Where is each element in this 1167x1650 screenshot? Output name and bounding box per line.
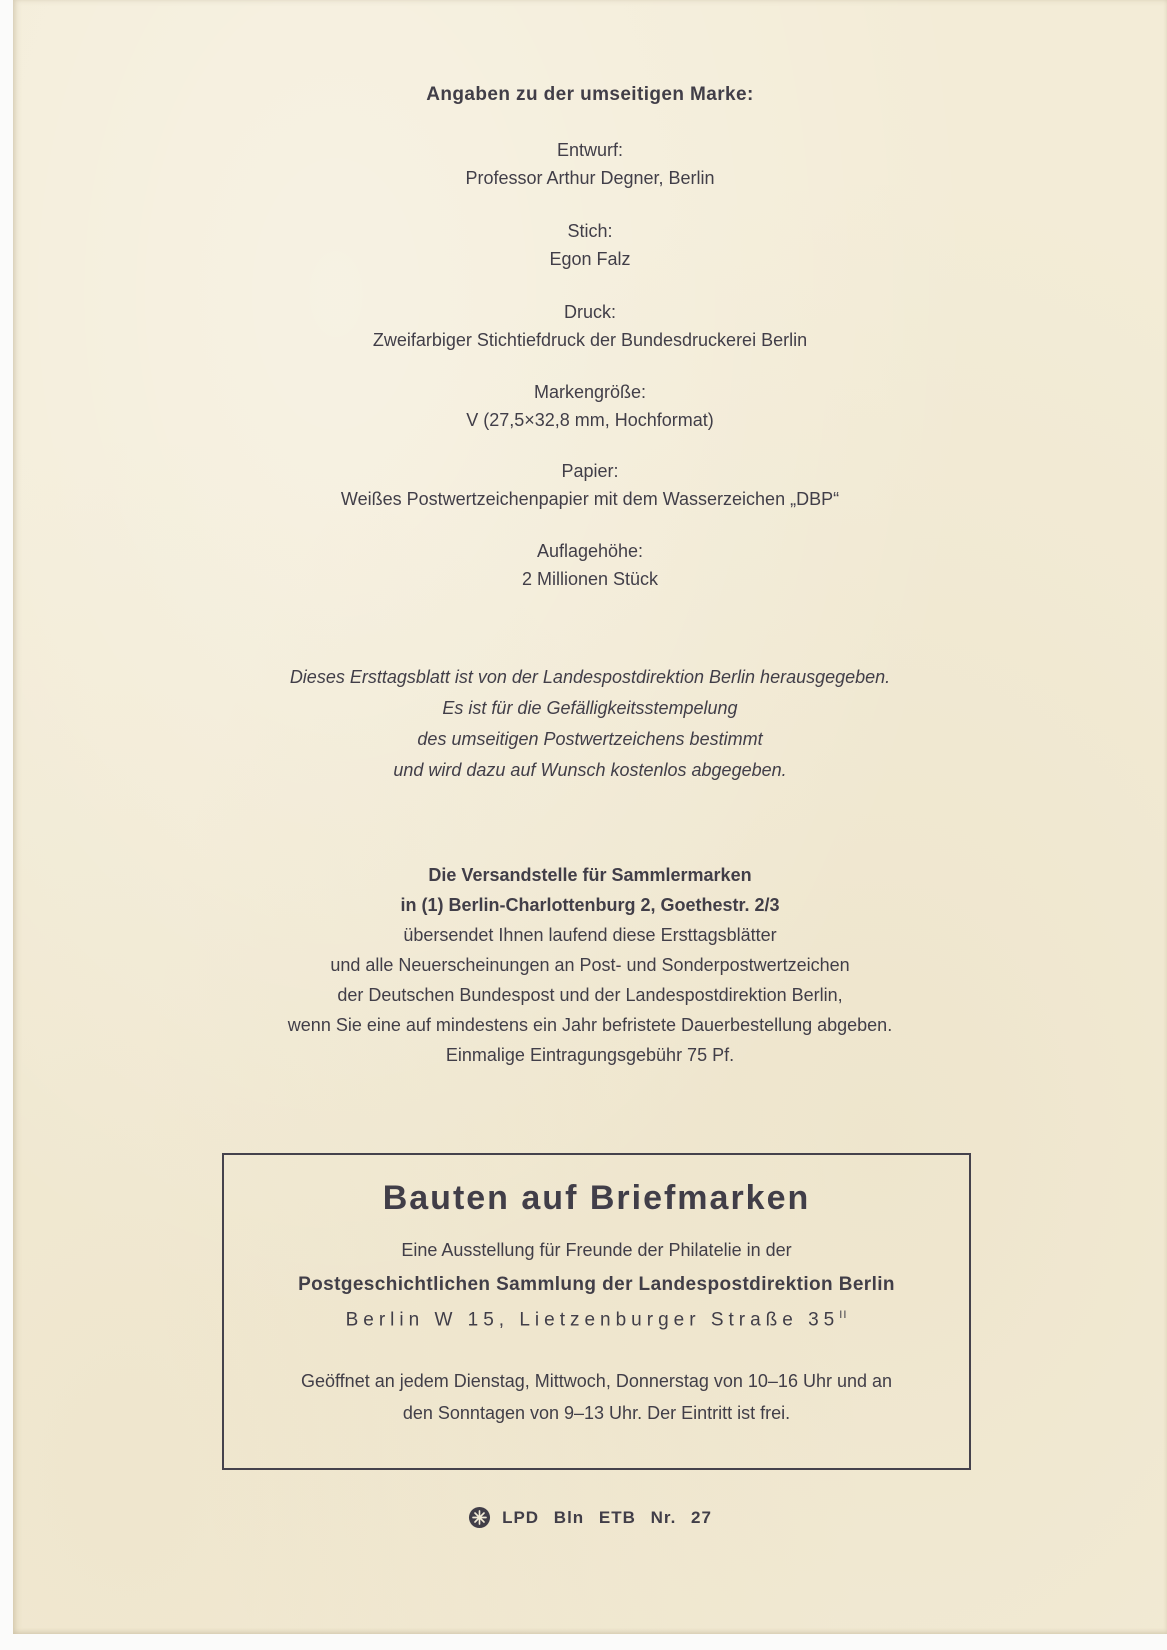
versandstelle-line: der Deutschen Bundespost und der Landespostdirektion Berlin, bbox=[337, 985, 843, 1005]
spec-label: Stich: bbox=[567, 221, 613, 241]
versandstelle-bold-line: in (1) Berlin-Charlottenburg 2, Goethestr. 2/3 bbox=[400, 895, 780, 915]
versandstelle-line: übersendet Ihnen laufend diese Ersttagsblätter bbox=[403, 925, 777, 945]
exhibition-address-text: Berlin W 15, Lietzenburger Straße 35 bbox=[345, 1309, 840, 1331]
exhibition-announcement-box bbox=[222, 1153, 971, 1470]
spec-label: Papier: bbox=[561, 461, 619, 481]
footer-imprint-row bbox=[13, 1506, 1167, 1529]
spec-value: 2 Millionen Stück bbox=[521, 569, 659, 589]
spec-label: Markengröße: bbox=[533, 382, 647, 402]
exhibition-title: Bauten auf Briefmarken bbox=[382, 1179, 811, 1217]
notice-line: Dieses Ersttagsblatt ist von der Landespostdirektion Berlin herausgegeben. bbox=[289, 667, 891, 687]
versandstelle-line: Einmalige Eintragungsgebühr 75 Pf. bbox=[445, 1045, 735, 1065]
postal-emblem-icon bbox=[468, 1506, 491, 1529]
notice-line: des umseitigen Postwertzeichens bestimmt bbox=[417, 729, 763, 749]
spec-value: V (27,5×32,8 mm, Hochformat) bbox=[466, 410, 714, 430]
notice-line: und wird dazu auf Wunsch kostenlos abgegeben. bbox=[393, 760, 787, 780]
exhibition-hours-line: den Sonntagen von 9–13 Uhr. Der Eintritt ist frei. bbox=[402, 1403, 791, 1424]
spec-druck bbox=[13, 298, 1167, 354]
exhibition-collection: Postgeschichtlichen Sammlung der Landespostdirektion Berlin bbox=[298, 1274, 895, 1295]
spec-value: Professor Arthur Degner, Berlin bbox=[465, 168, 715, 188]
notice-line: Es ist für die Gefälligkeitsstempelung bbox=[442, 698, 738, 718]
spec-label: Entwurf: bbox=[556, 140, 624, 160]
versandstelle-bold-line: Die Versandstelle für Sammlermarken bbox=[428, 865, 752, 885]
exhibition-address bbox=[224, 1309, 969, 1331]
spec-label: Druck: bbox=[563, 302, 616, 322]
document-page bbox=[13, 0, 1167, 1634]
spec-value: Egon Falz bbox=[549, 249, 631, 269]
versandstelle-paragraph bbox=[13, 860, 1167, 1070]
spec-papier bbox=[13, 457, 1167, 513]
spec-label: Auflagehöhe: bbox=[536, 541, 644, 561]
exhibition-hours-line: Geöffnet an jedem Dienstag, Mittwoch, Donnerstag von 10–16 Uhr und an bbox=[300, 1371, 893, 1392]
spec-value: Weißes Postwertzeichenpapier mit dem Wasserzeichen „DBP“ bbox=[340, 489, 840, 509]
spec-value: Zweifarbiger Stichtiefdruck der Bundesdruckerei Berlin bbox=[372, 330, 808, 350]
issuer-notice bbox=[13, 662, 1167, 786]
spec-markengroesse bbox=[13, 378, 1167, 434]
page-title: Angaben zu der umseitigen Marke: bbox=[426, 84, 754, 105]
imprint-text: LPD Bln ETB Nr. 27 bbox=[502, 1507, 712, 1527]
versandstelle-line: und alle Neuerscheinungen an Post- und Sonderpostwertzeichen bbox=[330, 955, 850, 975]
exhibition-subtitle: Eine Ausstellung für Freunde der Philatelie in der bbox=[401, 1240, 792, 1260]
spec-auflagehoehe bbox=[13, 537, 1167, 593]
versandstelle-line: wenn Sie eine auf mindestens ein Jahr befristete Dauerbestellung abgeben. bbox=[287, 1015, 893, 1035]
exhibition-address-floor: II bbox=[839, 1309, 848, 1321]
spec-stich bbox=[13, 217, 1167, 273]
spec-entwurf bbox=[13, 136, 1167, 192]
